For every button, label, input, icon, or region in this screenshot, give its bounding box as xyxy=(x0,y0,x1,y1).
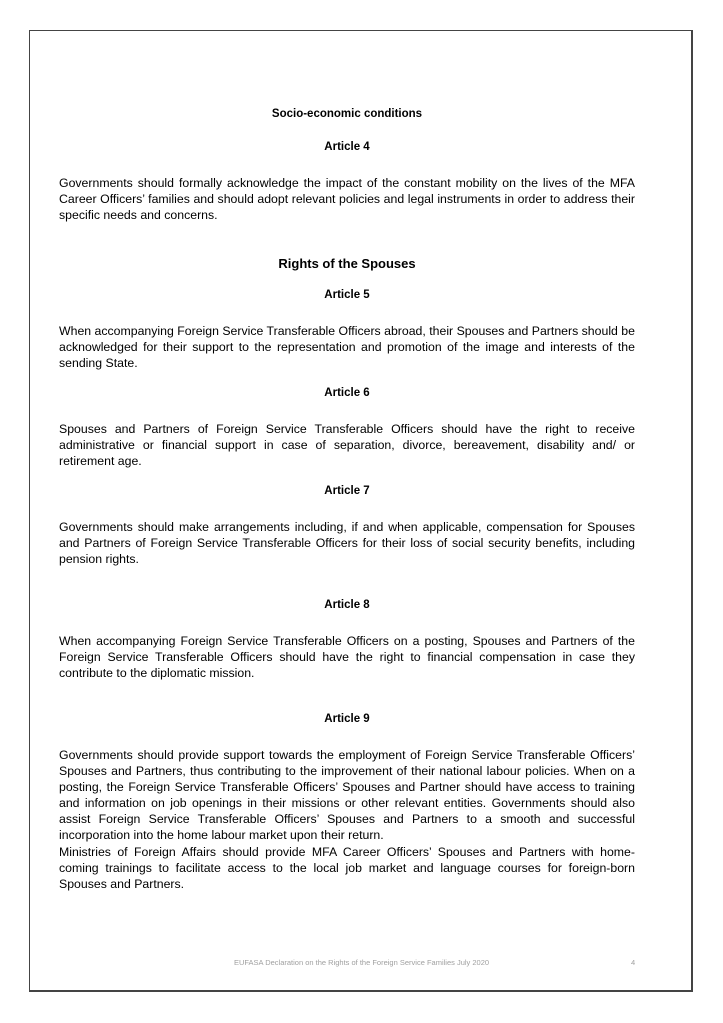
article-9-heading: Article 9 xyxy=(324,713,370,725)
article-7-text: Governments should make arrangements including, if and when applicable, compensation for Spouses and Partners of Foreign Service Transferable Officers for their loss of social security benefits, including pension rights. xyxy=(59,520,635,566)
article-8-heading: Article 8 xyxy=(324,599,370,611)
article-9-text: Governments should provide support towards the employment of Foreign Service Transferable Officers’ Spouses and Partners, thus contributing to the improvement of their national labour policies. When on a posting, the Foreign Service Transferable Officers’ Spouses and Partner should have access to training and information on job openings in their missions or other relevant entities. Governments should also assist Foreign Service Transferable Officers’ Spouses and Partners to a smooth and successful incorporation into the home labour market upon their return. xyxy=(59,748,635,842)
article-4-text: Governments should formally acknowledge the impact of the constant mobility on the lives of the MFA Career Officers’ families and should adopt relevant policies and legal instruments in order to address their specific needs and concerns. xyxy=(59,176,635,222)
article-9-text-continued: Ministries of Foreign Affairs should provide MFA Career Officers’ Spouses and Partners with home-coming trainings to facilitate access to the local job market and language courses for foreign-born Spouses and Partners. xyxy=(59,845,635,891)
article-7-heading: Article 7 xyxy=(324,485,370,497)
footer-title: EUFASA Declaration on the Rights of the Foreign Service Families July 2020 xyxy=(233,958,490,967)
article-4-heading: Article 4 xyxy=(324,141,370,153)
page-number: 4 xyxy=(631,958,636,967)
section-heading-socio-economic: Socio-economic conditions xyxy=(271,108,423,120)
section-heading-rights-of-spouses: Rights of the Spouses xyxy=(278,256,416,271)
article-6-heading: Article 6 xyxy=(324,387,370,399)
article-5-text: When accompanying Foreign Service Transferable Officers abroad, their Spouses and Partners should be acknowledged for their support to the representation and promotion of the image and interests of the sending State. xyxy=(59,324,635,370)
article-8-text: When accompanying Foreign Service Transferable Officers on a posting, Spouses and Partners of the Foreign Service Transferable Officers should have the right to financial compensation in case they contribute to the diplomatic mission. xyxy=(59,634,635,680)
article-5-heading: Article 5 xyxy=(324,289,370,301)
article-6-text: Spouses and Partners of Foreign Service Transferable Officers should have the right to receive administrative or financial support in case of separation, divorce, bereavement, disability and/ or retirement age. xyxy=(59,422,635,468)
